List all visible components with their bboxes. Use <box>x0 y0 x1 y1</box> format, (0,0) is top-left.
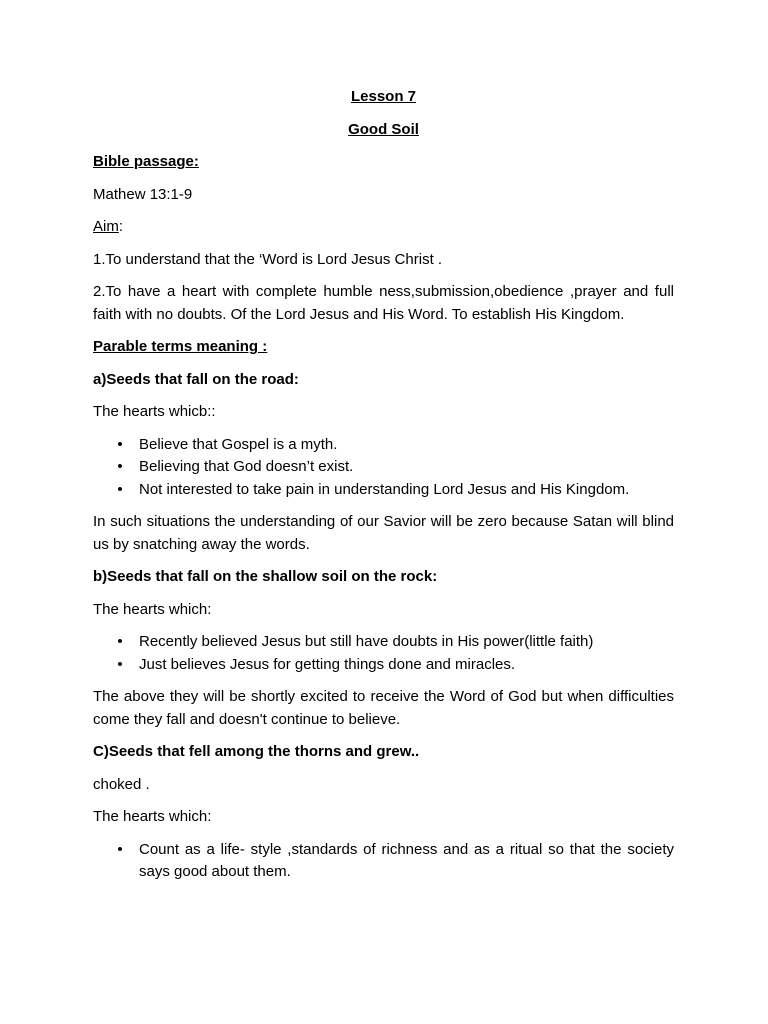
list-item-text: Believe that Gospel is a myth. <box>139 435 338 453</box>
lesson-title: Lesson 7 <box>350 88 417 105</box>
aim-label: Aim <box>93 218 119 235</box>
bullet-icon: • <box>117 458 123 475</box>
aim-heading <box>93 216 674 239</box>
section-a-intro: The hearts whicb:: <box>93 403 216 420</box>
list-item <box>93 434 674 457</box>
list-item-text: Count as a life- style ,standards of richness and as a ritual so that the society says good about them. <box>139 840 674 880</box>
list-item-text: Believing that God doesn’t exist. <box>139 458 354 475</box>
document-page <box>93 86 674 894</box>
bullet-icon: • <box>117 840 123 858</box>
list-item <box>93 839 674 884</box>
aim-item-1: 1.To understand that the ‘Word is Lord Jesus Christ . <box>93 250 443 268</box>
aim-item-2: 2.To have a heart with complete humble ness,submission,obedience ,prayer and full faith with no doubts. Of the Lord Jesus and His Word. To establish His Kingdom. <box>93 283 674 323</box>
bullet-icon: • <box>117 633 123 650</box>
bullet-icon: • <box>117 655 123 673</box>
section-a-heading: a)Seeds that fall on the road: <box>93 370 299 388</box>
parable-heading: Parable terms meaning : <box>93 338 268 355</box>
list-item <box>93 479 674 502</box>
list-item-text: Not interested to take pain in understanding Lord Jesus and His Kingdom. <box>139 480 630 498</box>
section-a-conclusion: In such situations the understanding of our Savior will be zero because Satan will blind us by snatching away the words. <box>93 513 674 553</box>
section-c-continuation: choked . <box>93 775 150 793</box>
section-b-conclusion: The above they will be shortly excited to receive the Word of God but when difficulties come they fall and doesn't continue to believe. <box>93 688 674 728</box>
section-c-list <box>93 839 674 884</box>
aim-colon: : <box>118 218 124 235</box>
bible-passage-ref: Mathew 13:1-9 <box>93 185 193 203</box>
bullet-icon: • <box>117 480 123 498</box>
bible-passage-heading: Bible passage: <box>93 153 199 170</box>
list-item <box>93 456 674 479</box>
bullet-icon: • <box>117 435 123 453</box>
section-a-list <box>93 434 674 502</box>
section-b-intro: The hearts which: <box>93 600 212 618</box>
section-b-heading: b)Seeds that fall on the shallow soil on the rock: <box>93 568 438 585</box>
section-c-intro: The hearts which: <box>93 808 212 825</box>
section-b-list <box>93 631 674 676</box>
list-item <box>93 631 674 654</box>
section-c-heading: C)Seeds that fell among the thorns and grew.. <box>93 743 420 760</box>
list-item-text: Recently believed Jesus but still have doubts in His power(little faith) <box>139 633 594 650</box>
lesson-subtitle: Good Soil <box>348 120 419 138</box>
list-item <box>93 654 674 677</box>
list-item-text: Just believes Jesus for getting things done and miracles. <box>139 655 516 673</box>
